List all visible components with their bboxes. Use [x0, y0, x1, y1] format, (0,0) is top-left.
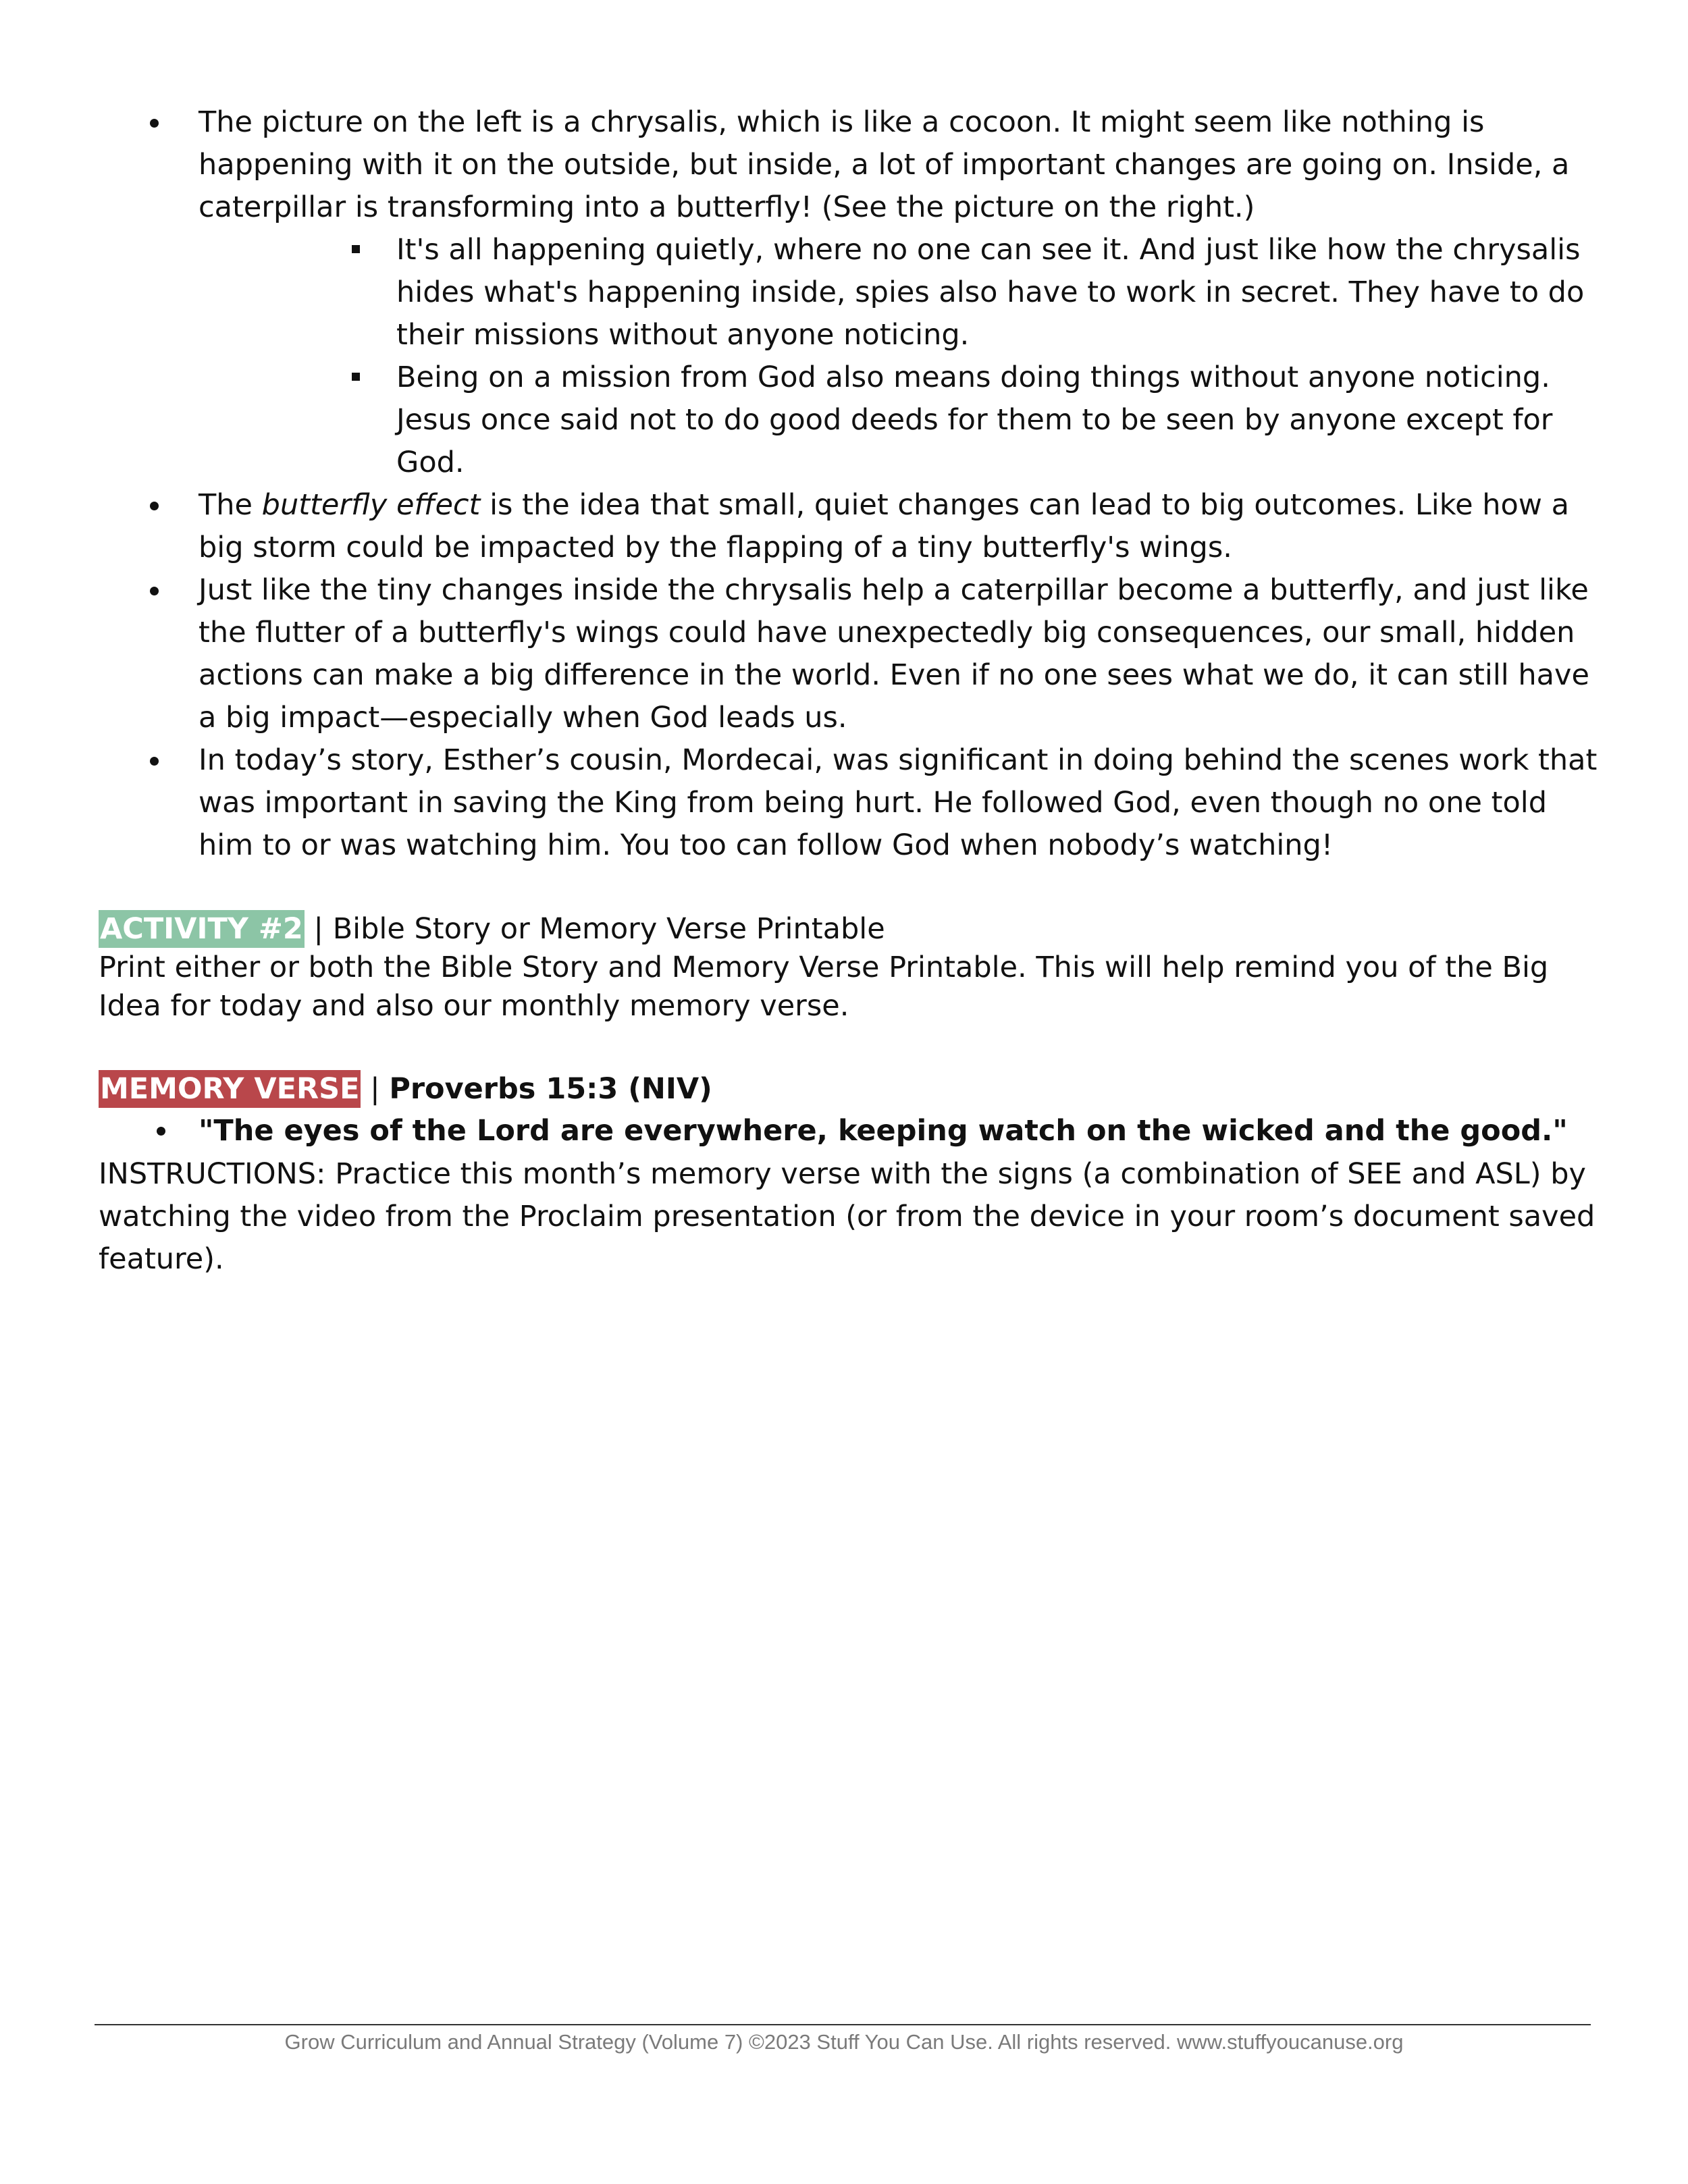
- list-item: [199, 739, 1603, 867]
- sub-bullet-text-mission: Being on a mission from God also means doing things without anyone noticing. Jesus once said not to do good deeds for them to be seen by anyone except for God.: [396, 361, 1553, 479]
- bullet-icon: [150, 757, 159, 766]
- verse-instructions: INSTRUCTIONS: Practice this month’s memory verse with the signs (a combination of SEE and ASL) by watching the video from the Proclaim presentation (or from the device in your room’s document saved feature).: [99, 1157, 1595, 1276]
- intro-bullet-list: [199, 101, 1603, 867]
- memory-verse-heading: [99, 1070, 1611, 1109]
- list-item: [199, 101, 1603, 484]
- bullet-icon: [157, 1127, 165, 1136]
- bullet-icon: [150, 119, 159, 128]
- activity-title: Bible Story or Memory Verse Printable: [332, 912, 885, 946]
- verse-bullet: [99, 1109, 1611, 1153]
- bullet-icon: [150, 587, 159, 595]
- bullet-icon: [150, 502, 159, 510]
- footer-divider: [95, 2024, 1591, 2025]
- bullet-text-mordecai: In today’s story, Esther’s cousin, Mordecai, was significant in doing behind the scenes work that was important in saving the King from being hurt. He followed God, even though no one told him to or was watching him. You too can follow God when nobody’s watching!: [199, 743, 1598, 862]
- verse-text: "The eyes of the Lord are everywhere, keeping watch on the wicked and the good.": [199, 1114, 1568, 1148]
- activity-heading: [99, 910, 1611, 949]
- square-bullet-icon: [352, 245, 360, 253]
- memory-verse-tag: MEMORY VERSE: [99, 1070, 361, 1108]
- memory-verse-section: [99, 1070, 1611, 1281]
- verse-reference: Proverbs 15:3 (NIV): [389, 1072, 712, 1106]
- heading-separator: |: [313, 912, 324, 946]
- activity-section: [99, 910, 1611, 1026]
- footer-copyright: Grow Curriculum and Annual Strategy (Volume 7) ©2023 Stuff You Can Use. All rights reserved. www.stuffyoucanuse.org: [284, 2030, 1404, 2054]
- activity-description: Print either or both the Bible Story and Memory Verse Printable. This will help remind you of the Big Idea for today and also our monthly memory verse.: [99, 951, 1549, 1023]
- activity-tag: ACTIVITY #2: [99, 910, 305, 948]
- bullet-text-hidden-actions: Just like the tiny changes inside the chrysalis help a caterpillar become a butterfly, and just like the flutter of a butterfly's wings could have unexpectedly big consequences, our small, hidden actions can make a big difference in the world. Even if no one sees what we do, it can still have a big impact—especially when God leads us.: [199, 573, 1589, 735]
- sub-bullet-text-spies: It's all happening quietly, where no one can see it. And just like how the chrysalis hides what's happening inside, spies also have to work in secret. They have to do their missions without anyone noticing.: [396, 233, 1585, 352]
- bullet-text-suffix: is the idea that small, quiet changes can lead to big outcomes. Like how a big storm could be impacted by the flapping of a tiny butterfly's wings.: [199, 488, 1569, 564]
- list-item: [396, 229, 1603, 356]
- sub-bullet-list: [199, 229, 1603, 484]
- list-item: [199, 484, 1603, 569]
- square-bullet-icon: [352, 373, 360, 381]
- list-item: [396, 356, 1603, 484]
- butterfly-effect-term: butterfly effect: [261, 488, 481, 522]
- list-item: [199, 569, 1603, 739]
- bullet-text-chrysalis: The picture on the left is a chrysalis, which is like a cocoon. It might seem like nothing is happening with it on the outside, but inside, a lot of important changes are going on. Inside, a caterpillar is transforming into a butterfly! (See the picture on the right.): [199, 105, 1570, 224]
- bullet-text-prefix: The: [199, 488, 262, 522]
- heading-separator: |: [370, 1072, 380, 1106]
